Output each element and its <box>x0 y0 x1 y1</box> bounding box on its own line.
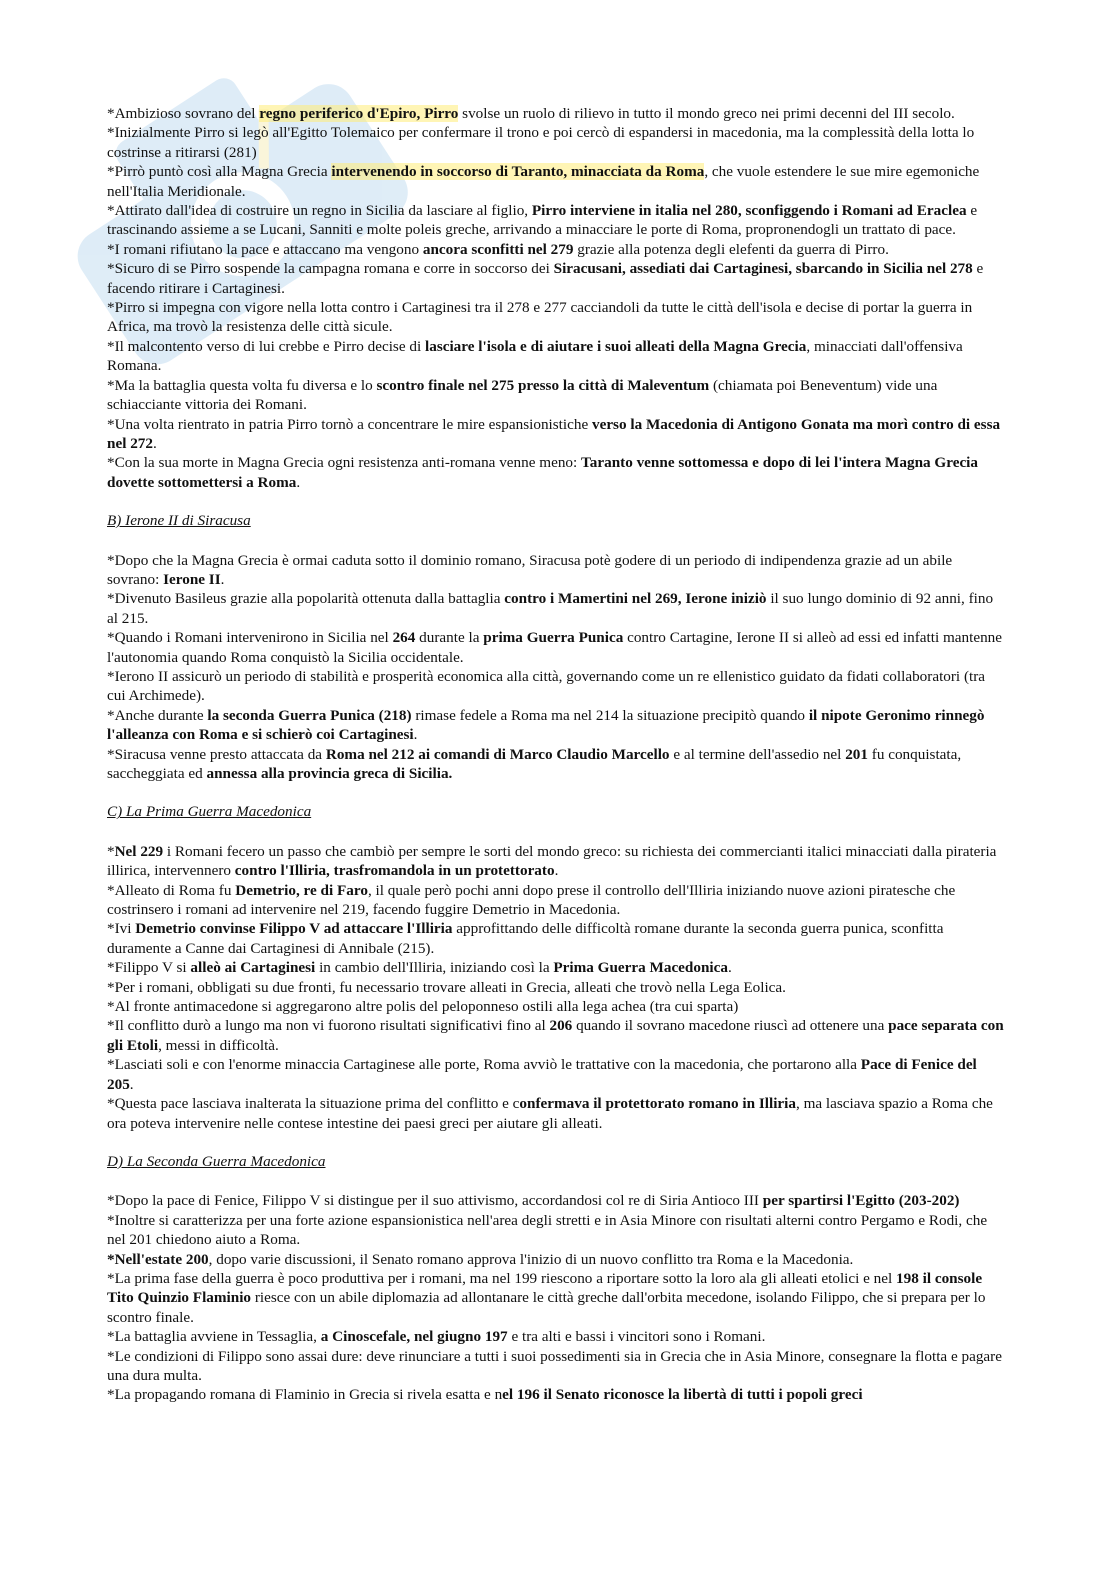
bold-text: Nel 229 <box>114 842 164 860</box>
text-run: *Dopo la pace di Fenice, Filippo V si distingue per il suo attivismo, accordandosi col re di Siria Antioco III <box>107 1192 763 1210</box>
text-run: *Attirato dall'idea di costruire un regno in Sicilia da lasciare al figlio, <box>107 202 532 220</box>
paragraph <box>107 706 1007 745</box>
paragraph <box>107 376 1007 415</box>
bold-text: verso la Macedonia di Antigono Gonata ma morì contro di essa nel 272 <box>107 415 1001 452</box>
bold-text: a Cinoscefale, nel giugno 197 <box>320 1328 508 1346</box>
text-run: rimase fedele a Roma ma nel 214 la situazione precipitò quando <box>411 706 809 724</box>
text-run: *Le condizioni di Filippo sono assai dure: deve rinunciare a tutti i suoi possedimenti sia in Grecia che in Asia Minore, consegnare la flotta e pagare una dura multa. <box>107 1347 1002 1384</box>
bold-text: onfermava il protettorato romano in Illiria <box>519 1095 796 1113</box>
text-run: *Ma la battaglia questa volta fu diversa e lo <box>107 376 377 394</box>
bold-text: Pace di Fenice del 205 <box>107 1056 977 1093</box>
text-run: *Questa pace lasciava inalterata la situazione prima del conflitto e c <box>107 1095 520 1113</box>
text-run: , messi in difficoltà. <box>158 1036 279 1054</box>
paragraph <box>107 745 1007 784</box>
paragraph <box>107 298 1007 337</box>
paragraph <box>107 997 1007 1016</box>
text-run: *La prima fase della guerra è poco produttiva per i romani, ma nel 199 riescono a riportare sotto la loro ala gli alleati etolici e nel <box>107 1269 897 1287</box>
section-heading: D) La Seconda Guerra Macedonica <box>107 1152 326 1170</box>
text-run: e trascinando assieme a se Lucani, Sanniti e molte poleis greche, arrivando a minacciare le porte di Roma, propronendogli un trattato di pace. <box>107 202 978 239</box>
text-run: contro Cartagine, Ierone II si alleò ad essi ed infatti mantenne l'autonomia quando Roma conquistò la Sicilia occidentale. <box>107 629 1002 666</box>
paragraph <box>107 1016 1007 1055</box>
section-prima-macedonica <box>107 802 1007 1133</box>
text-run: fu conquistata, saccheggiata ed <box>107 745 962 782</box>
paragraph <box>107 628 1007 667</box>
bold-text: Taranto venne sottomessa e dopo di lei l'intera Magna Grecia dovette sottomettersi a Roma <box>107 454 978 491</box>
text-run: *Lasciati soli e con l'enorme minaccia Cartaginese alle porte, Roma avviò le trattative con la macedonia, che portarono alla <box>107 1056 861 1074</box>
text-run: quando il sovrano macedone riuscì ad ottenere una <box>572 1017 889 1035</box>
paragraph <box>107 337 1007 376</box>
text-run: grazie alla potenza degli elefenti da guerra di Pirro. <box>573 240 889 258</box>
bold-text: *Nell'estate 200 <box>107 1250 209 1268</box>
bold-text: 198 il console Tito Quinzio Flaminio <box>107 1269 983 1307</box>
bold-text: prima Guerra Punica <box>483 629 624 647</box>
text-run: , che vuole estendere le sue mire egemoniche nell'Italia Meridionale. <box>107 163 980 200</box>
paragraph <box>107 1191 1007 1210</box>
text-run: *Alleato di Roma fu <box>107 881 236 899</box>
paragraph <box>107 1250 1007 1269</box>
text-run: *Dopo che la Magna Grecia è ormai caduta sotto il dominio romano, Siracusa potè godere di un periodo di indipendenza grazie ad un abile sovrano: <box>107 551 953 588</box>
document-body <box>107 104 1007 1405</box>
bold-text: el 196 il Senato riconosce la libertà di tutti i popoli greci <box>502 1386 863 1404</box>
bold-text: Demetrio convinse Filippo V ad attaccare l'Illiria <box>135 920 453 938</box>
text-run: *Inoltre si caratterizza per una forte azione espansionistica nell'area degli stretti e in Asia Minore con risultati alterni contro Pergamo e Rodi, che nel 201 chiedono aiuto a Roma. <box>107 1211 988 1249</box>
text-run: *Pirrò puntò così alla Magna Grecia <box>107 163 332 181</box>
paragraph <box>107 919 1007 958</box>
text-run: *Anche durante <box>107 706 208 724</box>
section-heading: C) La Prima Guerra Macedonica <box>107 803 312 821</box>
bold-text: il nipote Geronimo rinnegò l'alleanza con Roma e si schierò coi Cartaginesi <box>107 706 985 744</box>
text-run: * <box>107 842 115 860</box>
text-run: , ma lasciava spazio a Roma che ora poteva intervenire nelle contese intestine dei paesi greci per aiutare gli alleati. <box>107 1095 993 1132</box>
text-run: . <box>413 726 418 744</box>
text-run: . <box>129 1075 134 1093</box>
paragraph <box>107 201 1007 240</box>
bold-text: lasciare l'isola e di aiutare i suoi alleati della Magna Grecia <box>425 337 807 355</box>
bold-text: Demetrio, re di Faro <box>235 881 368 899</box>
text-run: *Inizialmente Pirro si legò all'Egitto Tolemaico per confermare il trono e poi cercò di espandersi in macedonia, ma la complessità della lotta lo costrinse a ritirarsi (281) <box>107 124 975 161</box>
paragraph <box>107 978 1007 997</box>
text-run: . <box>220 570 225 588</box>
paragraph <box>107 453 1007 492</box>
paragraph <box>107 1327 1007 1346</box>
text-run: , dopo varie discussioni, il Senato romano approva l'inizio di un nuovo conflitto tra Roma e la Macedonia. <box>208 1250 854 1268</box>
bold-text: la seconda Guerra Punica (218) <box>207 706 412 724</box>
paragraph <box>107 240 1007 259</box>
text-run: *Il conflitto durò a lungo ma non vi fuorono risultati significativi fino al <box>107 1017 550 1035</box>
text-run: durante la <box>415 629 484 647</box>
bold-text: 201 <box>845 745 868 763</box>
bold-text: Ierone II <box>163 570 221 588</box>
text-run: . <box>727 959 732 977</box>
paragraph <box>107 842 1007 881</box>
text-run: *Una volta rientrato in patria Pirro tornò a concentrare le mire espansionistiche <box>107 415 592 433</box>
section-seconda-macedonica <box>107 1152 1007 1405</box>
bold-text: 264 <box>392 629 416 647</box>
paragraph <box>107 589 1007 628</box>
paragraph <box>107 104 1007 123</box>
text-run: in cambio dell'Illiria, iniziando così la <box>315 959 554 977</box>
text-run: e tra alti e bassi i vincitori sono i Romani. <box>507 1328 766 1346</box>
text-run: *Pirro si impegna con vigore nella lotta contro i Cartaginesi tra il 278 e 277 cacciandoli da tutte le città dell'isola e decise di portar la guerra in Africa, ma trovò la resistenza delle città sicule. <box>107 299 973 336</box>
paragraph <box>107 1211 1007 1250</box>
section-ierone <box>107 511 1007 783</box>
bold-text: Roma nel 212 ai comandi di Marco Claudio Marcello <box>325 745 670 763</box>
text-run: *Divenuto Basileus grazie alla popolarità ottenuta dalla battaglia <box>107 590 505 608</box>
text-run: il suo lungo dominio di 92 anni, fino al 215. <box>107 590 994 627</box>
paragraph <box>107 1094 1007 1133</box>
text-run: *Quando i Romani intervenirono in Sicilia nel <box>107 629 393 647</box>
bold-text: 206 <box>549 1017 573 1035</box>
bold-text: contro l'Illiria, trasfromandola in un protettorato <box>234 862 555 880</box>
text-run: *Ierono II assicurò un periodo di stabilità e prosperità economica alla città, governando come un re ellenistico guidato da fidati collaboratori (tra cui Archimede). <box>107 667 986 705</box>
paragraph <box>107 123 1007 162</box>
text-run: e facendo ritirare i Cartaginesi. <box>107 260 984 297</box>
bold-text: annessa alla provincia greca di Sicilia. <box>206 765 453 782</box>
text-run: , minacciati dall'offensiva Romana. <box>107 337 963 375</box>
paragraph <box>107 1269 1007 1327</box>
paragraph <box>107 958 1007 977</box>
section-pirro <box>107 104 1007 492</box>
text-run: , il quale però pochi anni dopo prese il controllo dell'Illiria iniziando nuove azioni piratesche che costrinsero i romani ad intervenire nel 219, facendo fuggire Demetrio in Macedonia. <box>107 881 956 919</box>
bold-text: intervenendo in soccorso di Taranto, minacciata da Roma <box>331 163 705 181</box>
bold-text: Prima Guerra Macedonica <box>553 959 728 977</box>
text-run: (chiamata poi Beneventum) vide una schiacciante vittoria dei Romani. <box>107 376 938 414</box>
text-run: e al termine dell'assedio nel <box>669 745 846 763</box>
text-run: *Il malcontento verso di lui crebbe e Pirro decise di <box>107 337 425 355</box>
text-run: . <box>296 473 301 491</box>
bold-text: alleò ai Cartaginesi <box>190 959 316 977</box>
text-run: *Ambizioso sovrano del <box>107 105 260 122</box>
text-run: *Con la sua morte in Magna Grecia ogni resistenza anti-romana venne meno: <box>107 454 582 472</box>
paragraph <box>107 667 1007 706</box>
paragraph <box>107 1385 1007 1404</box>
paragraph <box>107 162 1007 201</box>
text-run: riesce con un abile diplomazia ad allontanare le città greche dall'orbita mecedone, isolando Filippo, che si prepara per lo scontro finale. <box>107 1289 986 1326</box>
text-run: i Romani fecero un passo che cambiò per sempre le sorti del mondo greco: su richiesta dei commercianti italici minacciati dalla pirateria illirica, intervennero <box>107 842 997 880</box>
bold-text: ancora sconfitti nel 279 <box>422 240 574 258</box>
text-run: *Al fronte antimacedone si aggregarono altre polis del peloponneso ostili alla lega achea (tra cui sparta) <box>107 998 739 1016</box>
bold-text: contro i Mamertini nel 269, Ierone iniziò <box>504 590 767 608</box>
section-heading: B) Ierone II di Siracusa <box>107 512 251 530</box>
text-run: *I romani rifiutano la pace e attaccano ma vengono <box>107 240 423 258</box>
text-run: *Per i romani, obbligati su due fronti, fu necessario trovare alleati in Grecia, alleati che trovò nella Lega Eolica. <box>107 978 786 996</box>
bold-text: Pirro interviene in italia nel 280, sconfiggendo i Romani ad Eraclea <box>531 202 967 220</box>
paragraph <box>107 551 1007 590</box>
paragraph <box>107 1055 1007 1094</box>
text-run: *La propagando romana di Flaminio in Grecia si rivela esatta e n <box>107 1386 503 1404</box>
paragraph <box>107 881 1007 920</box>
text-run: . <box>153 434 157 452</box>
bold-text: pace separata con gli Etoli <box>107 1017 1004 1054</box>
bold-text: regno periferico d'Epiro, Pirro <box>259 105 459 122</box>
paragraph <box>107 415 1007 454</box>
bold-text: per spartirsi l'Egitto (203-202) <box>762 1192 960 1210</box>
text-run: *La battaglia avviene in Tessaglia, <box>107 1328 321 1346</box>
text-run: *Filippo V si <box>107 959 191 977</box>
text-run: *Siracusa venne presto attaccata da <box>107 745 326 763</box>
text-run: approfittando delle difficoltà romane durante la seconda guerra punica, sconfitta duramente a Canne dai Cartaginesi di Annibale (215). <box>107 920 944 957</box>
text-run: *Sicuro di se Pirro sospende la campagna romana e corre in soccorso dei <box>107 260 554 278</box>
text-run: . <box>554 862 559 880</box>
paragraph <box>107 259 1007 298</box>
bold-text: scontro finale nel 275 presso la città di Maleventum <box>376 376 710 394</box>
text-run: *Ivi <box>107 920 136 938</box>
bold-text: Siracusani, assediati dai Cartaginesi, sbarcando in Sicilia nel 278 <box>553 260 973 278</box>
paragraph <box>107 1347 1007 1386</box>
text-run: svolse un ruolo di rilievo in tutto il mondo greco nei primi decenni del III secolo. <box>458 105 955 122</box>
